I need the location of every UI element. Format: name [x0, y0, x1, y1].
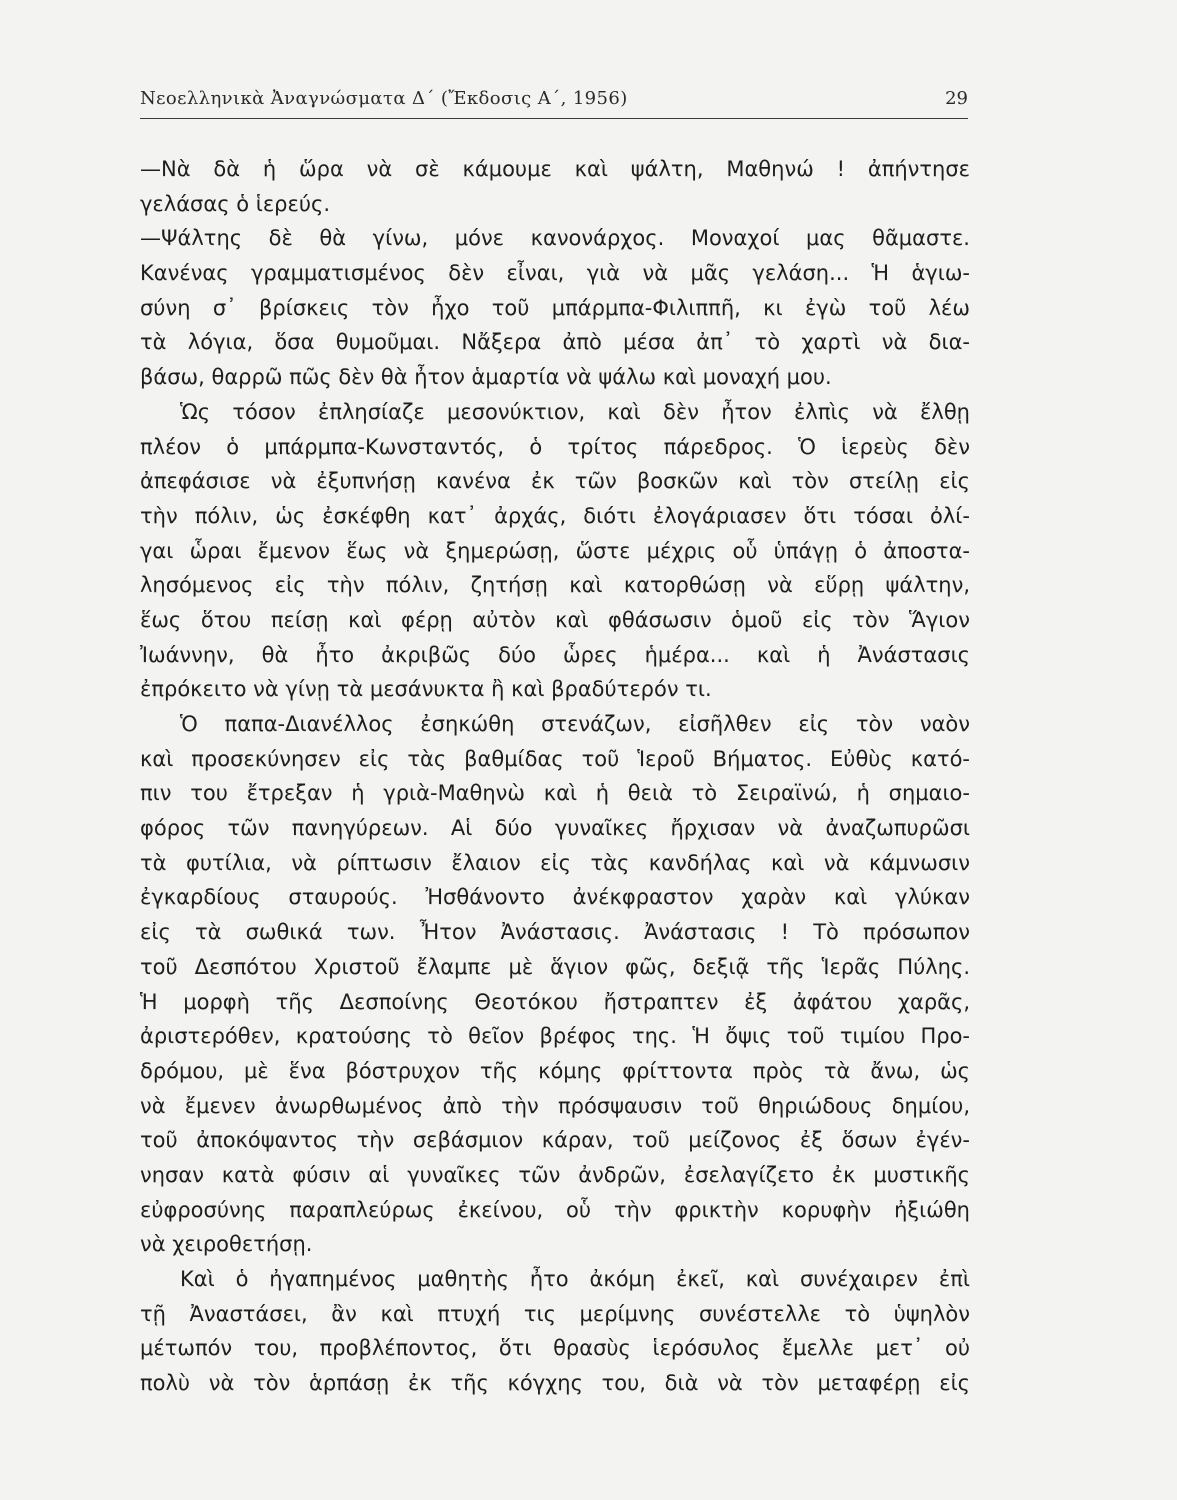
text-line: τῇ Ἀναστάσει, ἂν καὶ πτυχή τις μερίμνης συνέστελλε τὸ ὑψηλὸν — [140, 1301, 970, 1326]
text-line: φόρος τῶν πανηγύρεων. Αἱ δύο γυναῖκες ἤρχισαν νὰ ἀναζωπυρῶσι — [140, 816, 970, 841]
text-line: ἕως ὅτου πείσῃ καὶ φέρῃ αὐτὸν καὶ φθάσωσιν ὁμοῦ εἰς τὸν Ἅγιον — [140, 607, 970, 632]
text-line: Κανένας γραμματισμένος δὲν εἶναι, γιὰ νὰ μᾶς γελάση... Ἡ ἁγιω- — [140, 261, 970, 286]
running-title: Νεοελληνικὰ Ἀναγνώσματα Δ΄ (Ἔκδοσις Α΄, 1956) — [140, 88, 628, 109]
text-line: ἀριστερόθεν, κρατούσης τὸ θεῖον βρέφος της. Ἡ ὄψις τοῦ τιμίου Προ- — [140, 1024, 970, 1049]
text-line: πλέον ὁ μπάρμπα-Κωνσταντός, ὁ τρίτος πάρεδρος. Ὁ ἱερεὺς δὲν — [140, 434, 970, 459]
text-line: δρόμου, μὲ ἕνα βόστρυχον τῆς κόμης φρίττοντα πρὸς τὰ ἄνω, ὡς — [140, 1058, 970, 1083]
text-line: τὰ φυτίλια, νὰ ρίπτωσιν ἔλαιον εἰς τὰς κανδήλας καὶ νὰ κάμνωσιν — [140, 850, 970, 875]
text-line: Ὁ παπα-Διανέλλος ἐσηκώθη στενάζων, εἰσῆλθεν εἰς τὸν ναὸν — [180, 712, 970, 736]
text-line: γαι ὧραι ἔμενον ἕως νὰ ξημερώσῃ, ὥστε μέχρις οὗ ὑπάγῃ ὁ ἀποστα- — [140, 538, 970, 563]
body-text — [140, 152, 970, 1401]
text-line: νησαν κατὰ φύσιν αἱ γυναῖκες τῶν ἀνδρῶν, ἐσελαγίζετο ἐκ μυστικῆς — [140, 1162, 970, 1187]
text-line: ἐπρόκειτο νὰ γίνῃ τὰ μεσάνυκτα ἢ καὶ βραδύτερόν τι. — [140, 677, 712, 702]
text-line: —Ψάλτης δὲ θὰ γίνω, μόνε κανονάρχος. Μοναχοί μας θᾶμαστε. — [140, 226, 970, 251]
text-line: Ὡς τόσον ἐπλησίαζε μεσονύκτιον, καὶ δὲν ἦτον ἐλπὶς νὰ ἔλθῃ — [180, 399, 970, 424]
page-header — [140, 88, 968, 119]
text-line: Καὶ ὁ ἠγαπημένος μαθητὴς ἦτο ἀκόμη ἐκεῖ, καὶ συνέχαιρεν ἐπὶ — [180, 1267, 970, 1291]
text-line: μέτωπόν του, προβλέποντος, ὅτι θρασὺς ἱερόσυλος ἔμελλε μετ᾽ οὐ — [140, 1336, 970, 1361]
text-line: καὶ προσεκύνησεν εἰς τὰς βαθμίδας τοῦ Ἱεροῦ Βήματος. Εὐθὺς κατό- — [140, 746, 970, 771]
text-line: λησόμενος εἰς τὴν πόλιν, ζητήσῃ καὶ κατορθώσῃ νὰ εὕρῃ ψάλτην, — [140, 573, 970, 598]
text-line: τοῦ Δεσπότου Χριστοῦ ἔλαμπε μὲ ἅγιον φῶς, δεξιᾷ τῆς Ἱερᾶς Πύλης. — [140, 954, 970, 979]
page-number: 29 — [945, 88, 968, 109]
text-line: εὐφροσύνης παραπλεύρως ἐκείνου, οὗ τὴν φρικτὴν κορυφὴν ἠξιώθη — [140, 1197, 970, 1222]
text-line: πιν του ἔτρεξαν ἡ γριὰ-Μαθηνὼ καὶ ἡ θειὰ τὸ Σειραϊνώ, ἡ σημαιο- — [140, 781, 970, 806]
text-line: —Νὰ δὰ ἡ ὥρα νὰ σὲ κάμουμε καὶ ψάλτη, Μαθηνώ ! ἀπήντησε — [140, 157, 970, 181]
text-line: ἐγκαρδίους σταυρούς. Ἠσθάνοντο ἀνέκφραστον χαρὰν καὶ γλύκαν — [140, 885, 970, 910]
text-line: νὰ ἔμενεν ἀνωρθωμένος ἀπὸ τὴν πρόσψαυσιν τοῦ θηριώδους δημίου, — [140, 1093, 970, 1118]
text-line: σύνη σ᾽ βρίσκεις τὸν ἦχο τοῦ μπάρμπα-Φιλιππῆ, κι ἐγὼ τοῦ λέω — [140, 295, 970, 320]
text-line: τὴν πόλιν, ὡς ἐσκέφθη κατ᾽ ἀρχάς, διότι ἐλογάριασεν ὅτι τόσαι ὀλί- — [140, 503, 970, 528]
text-line: εἰς τὰ σωθικά των. Ἦτον Ἀνάστασις. Ἀνάστασις ! Τὸ πρόσωπον — [140, 920, 970, 945]
text-line: ἀπεφάσισε νὰ ἐξυπνήσῃ κανένα ἐκ τῶν βοσκῶν καὶ τὸν στείλῃ εἰς — [140, 469, 970, 494]
text-line: τὰ λόγια, ὅσα θυμοῦμαι. Νἄξερα ἀπὸ μέσα ἀπ᾽ τὸ χαρτὶ νὰ δια- — [140, 330, 970, 355]
text-line: Ἰωάννην, θὰ ἦτο ἀκριβῶς δύο ὧρες ἡμέρα... καὶ ἡ Ἀνάστασις — [140, 642, 970, 667]
text-line: τοῦ ἀποκόψαντος τὴν σεβάσμιον κάραν, τοῦ μείζονος ἐξ ὅσων ἐγέν- — [140, 1128, 970, 1153]
text-line: νὰ χειροθετήσῃ. — [140, 1232, 313, 1257]
text-line: Ἡ μορφὴ τῆς Δεσποίνης Θεοτόκου ἤστραπτεν ἐξ ἀφάτου χαρᾶς, — [140, 989, 970, 1014]
text-line: βάσω, θαρρῶ πῶς δὲν θὰ ἦτον ἁμαρτία νὰ ψάλω καὶ μοναχή μου. — [140, 365, 832, 390]
text-line: πολὺ νὰ τὸν ἁρπάσῃ ἐκ τῆς κόγχης του, διὰ νὰ τὸν μεταφέρῃ εἰς — [140, 1371, 970, 1396]
text-line: γελάσας ὁ ἱερεύς. — [140, 191, 331, 216]
